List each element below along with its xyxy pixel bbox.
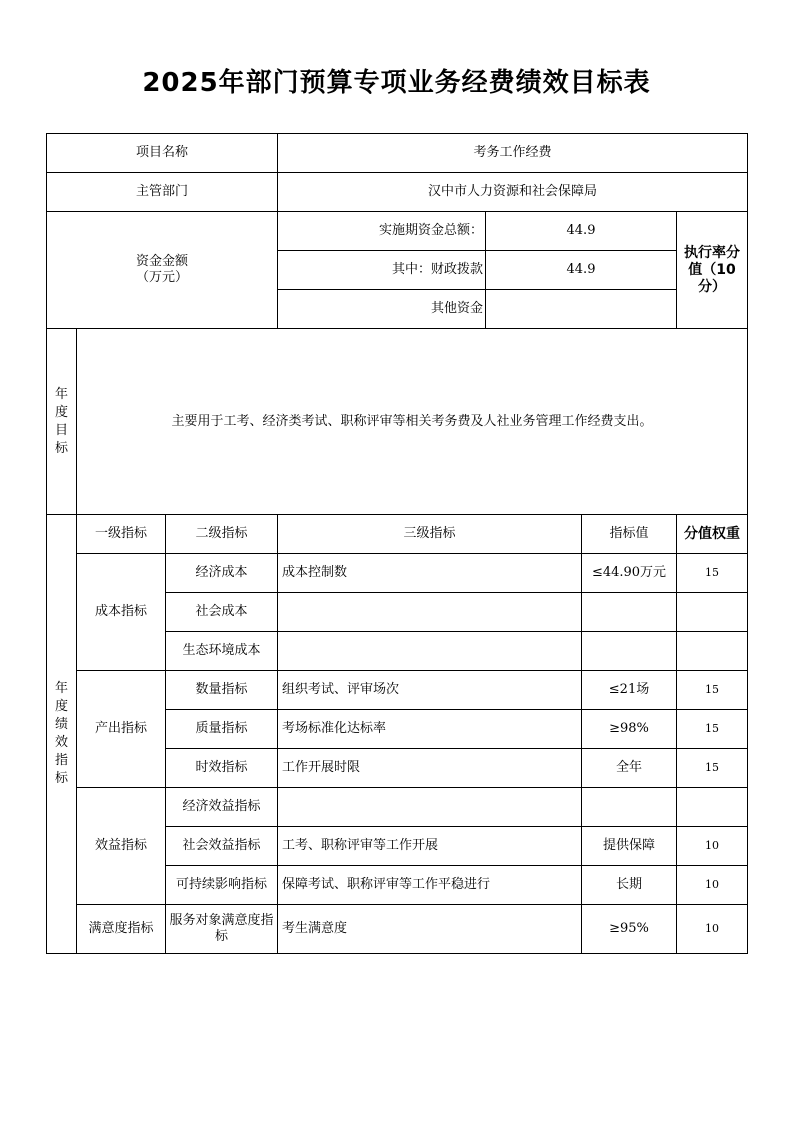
group-cost: 成本指标 [77, 554, 166, 671]
value-cell [582, 788, 677, 827]
department-label: 主管部门 [47, 173, 278, 212]
level2-cell: 时效指标 [166, 749, 278, 788]
level2-cell: 社会效益指标 [166, 827, 278, 866]
group-benefit: 效益指标 [77, 788, 166, 905]
weight-cell: 10 [677, 866, 748, 905]
page-title: 2025年部门预算专项业务经费绩效目标表 [142, 68, 651, 98]
indicators-header-row [47, 515, 748, 554]
value-cell: ≤44.90万元 [582, 554, 677, 593]
header-level3: 三级指标 [278, 515, 582, 554]
value-cell: ≥95% [582, 905, 677, 954]
level2-cell: 数量指标 [166, 671, 278, 710]
weight-cell [677, 632, 748, 671]
level2-cell: 可持续影响指标 [166, 866, 278, 905]
level3-cell [278, 593, 582, 632]
header-level2: 二级指标 [166, 515, 278, 554]
fund-other-value [486, 290, 677, 329]
value-cell: 提供保障 [582, 827, 677, 866]
weight-cell: 15 [677, 710, 748, 749]
level3-cell: 成本控制数 [278, 554, 582, 593]
level3-cell: 工作开展时限 [278, 749, 582, 788]
fund-total-value: 44.9 [486, 212, 677, 251]
header-weight: 分值权重 [677, 515, 748, 554]
level2-cell: 经济成本 [166, 554, 278, 593]
table-row [47, 788, 748, 827]
level3-cell: 考生满意度 [278, 905, 582, 954]
level2-cell: 生态环境成本 [166, 632, 278, 671]
value-cell: ≥98% [582, 710, 677, 749]
level3-cell [278, 788, 582, 827]
weight-cell [677, 593, 748, 632]
table-row [47, 554, 748, 593]
table-row [47, 671, 748, 710]
level3-cell: 保障考试、职称评审等工作平稳进行 [278, 866, 582, 905]
value-cell: 长期 [582, 866, 677, 905]
weight-cell: 10 [677, 827, 748, 866]
level3-cell: 工考、职称评审等工作开展 [278, 827, 582, 866]
header-level1: 一级指标 [77, 515, 166, 554]
fund-amount-label-line1: 资金金额 [135, 254, 188, 269]
table-row [47, 905, 748, 954]
level2-cell: 经济效益指标 [166, 788, 278, 827]
fund-finance-value: 44.9 [486, 251, 677, 290]
weight-cell: 15 [677, 671, 748, 710]
fund-amount-label [47, 212, 278, 329]
group-satisfaction: 满意度指标 [77, 905, 166, 954]
weight-cell [677, 788, 748, 827]
fund-total-label: 实施期资金总额： [278, 212, 486, 251]
level2-cell: 社会成本 [166, 593, 278, 632]
annual-goal-label: 年度目标 [47, 329, 77, 515]
weight-cell: 10 [677, 905, 748, 954]
value-cell [582, 593, 677, 632]
level3-cell [278, 632, 582, 671]
value-cell [582, 632, 677, 671]
annual-goal-row [47, 329, 748, 515]
level2-cell: 质量指标 [166, 710, 278, 749]
weight-cell: 15 [677, 749, 748, 788]
weight-cell: 15 [677, 554, 748, 593]
annual-goal-text: 主要用于工考、经济类考试、职称评审等相关考务费及人社业务管理工作经费支出。 [77, 329, 748, 515]
project-info-table [46, 133, 748, 329]
project-name-label: 项目名称 [47, 134, 278, 173]
level3-cell: 组织考试、评审场次 [278, 671, 582, 710]
fund-amount-label-line2: （万元） [135, 270, 188, 285]
indicators-section-label: 年度绩效指标 [47, 515, 77, 954]
indicators-table [46, 514, 748, 954]
fund-other-label: 其他资金 [278, 290, 486, 329]
department-row [47, 173, 748, 212]
level3-cell: 考场标准化达标率 [278, 710, 582, 749]
project-name-row [47, 134, 748, 173]
group-output: 产出指标 [77, 671, 166, 788]
fund-finance-label: 其中：财政拨款 [278, 251, 486, 290]
department-value: 汉中市人力资源和社会保障局 [278, 173, 748, 212]
annual-goal-table [46, 328, 748, 515]
level2-cell: 服务对象满意度指标 [166, 905, 278, 954]
header-value: 指标值 [582, 515, 677, 554]
value-cell: 全年 [582, 749, 677, 788]
fund-total-row [47, 212, 748, 251]
exec-rate-label: 执行率分值（10分） [677, 212, 748, 329]
value-cell: ≤21场 [582, 671, 677, 710]
project-name-value: 考务工作经费 [278, 134, 748, 173]
